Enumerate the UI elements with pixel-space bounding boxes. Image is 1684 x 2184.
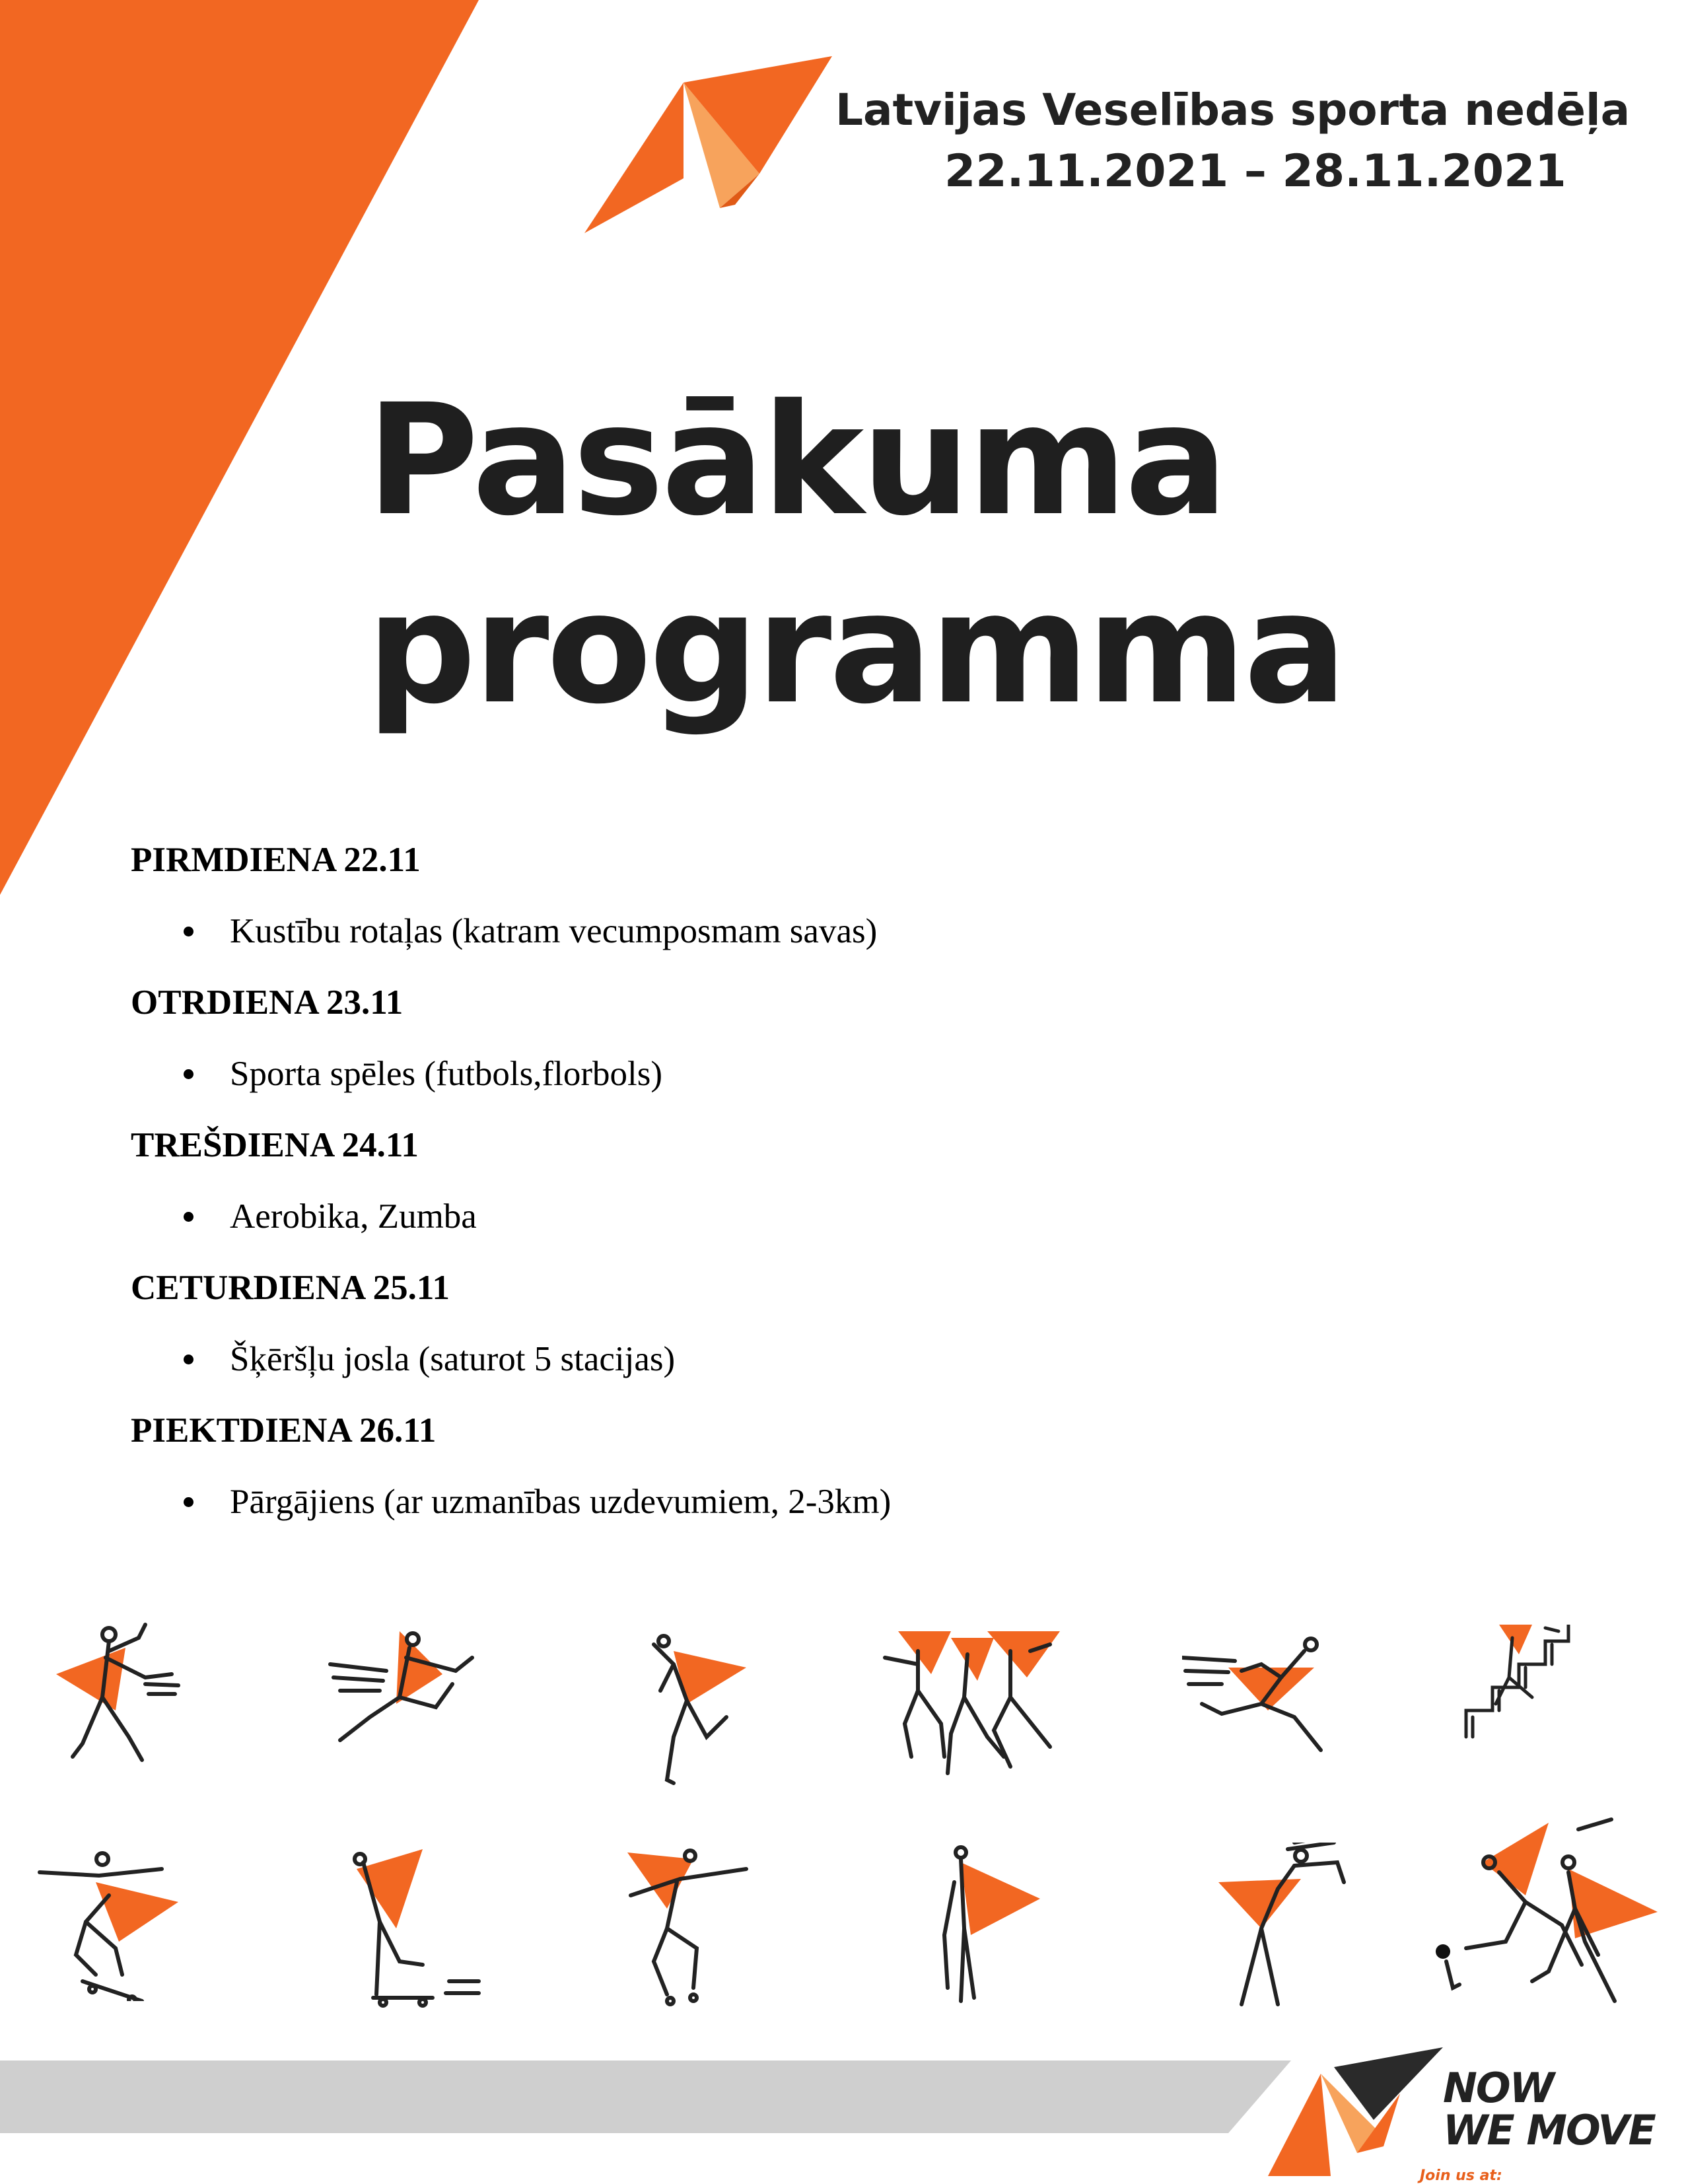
- day-heading-monday: PIRMDIENA 22.11: [131, 841, 421, 879]
- activity-item-thursday: [131, 1333, 1386, 1404]
- scooter-rider-pictogram-icon: [337, 1843, 495, 2014]
- jumper-pictogram-icon: [621, 1843, 753, 2014]
- activity-text: Šķēršļu josla (saturot 5 stacijas): [230, 1340, 676, 1378]
- footer-logo-line2: WE MOVE: [1443, 2106, 1655, 2154]
- group-runners-pictogram-icon: [878, 1625, 1076, 1783]
- activity-item-friday: [131, 1475, 1386, 1547]
- bullet-icon: [184, 1069, 193, 1079]
- day-heading-wednesday: TREŠDIENA 24.11: [131, 1126, 419, 1164]
- activity-item-wednesday: [131, 1190, 1386, 1261]
- bullet-icon: [184, 927, 193, 936]
- header-title: Latvijas Veselības sporta nedēļa: [835, 85, 1631, 135]
- activity-text: Pārgājiens (ar uzmanības uzdevumiem, 2-3km): [230, 1483, 892, 1521]
- footer-join-text: Join us at:: [1420, 2167, 1502, 2184]
- bullet-icon: [184, 1212, 193, 1222]
- footer-logo-text: [1443, 2064, 1655, 2154]
- header-dates: 22.11.2021 – 28.11.2021: [944, 145, 1566, 197]
- day-heading-friday: PIEKTDIENA 26.11: [131, 1411, 437, 1450]
- page-title-line1: Pasākuma: [367, 371, 1226, 549]
- footer-gray-bar: [0, 2061, 1294, 2140]
- skater-pictogram-icon: [46, 1611, 192, 1770]
- now-we-move-logo-icon: [1268, 2047, 1459, 2179]
- activity-item-monday: [131, 905, 1386, 976]
- activity-text: Kustību rotaļas (katram vecumposmam savas): [230, 912, 878, 950]
- bullet-icon: [184, 1497, 193, 1507]
- program-list: [131, 833, 1386, 1547]
- activity-text: Sporta spēles (futbols,florbols): [230, 1055, 663, 1093]
- stairs-climber-pictogram-icon: [1459, 1625, 1578, 1750]
- activity-item-tuesday: [131, 1047, 1386, 1119]
- football-players-pictogram-icon: [1426, 1810, 1664, 2021]
- skateboarder-pictogram-icon: [36, 1843, 195, 2001]
- bullet-icon: [184, 1355, 193, 1364]
- activity-text: Aerobika, Zumba: [230, 1197, 477, 1236]
- sprinter-pictogram-icon: [634, 1631, 766, 1790]
- sport-week-logo-icon: [584, 56, 835, 234]
- page-title-line2: programma: [367, 559, 1345, 738]
- tennis-player-pictogram-icon: [1215, 1843, 1367, 2014]
- day-heading-thursday: CETURDIENA 25.11: [131, 1269, 450, 1307]
- running-person-pictogram-icon: [1182, 1631, 1354, 1763]
- standing-person-pictogram-icon: [925, 1843, 1057, 2014]
- day-heading-tuesday: OTRDIENA 23.11: [131, 983, 403, 1022]
- footer-logo-line1: NOW: [1443, 2064, 1553, 2112]
- page-title: [367, 367, 1423, 743]
- runner-pictogram-icon: [324, 1625, 482, 1757]
